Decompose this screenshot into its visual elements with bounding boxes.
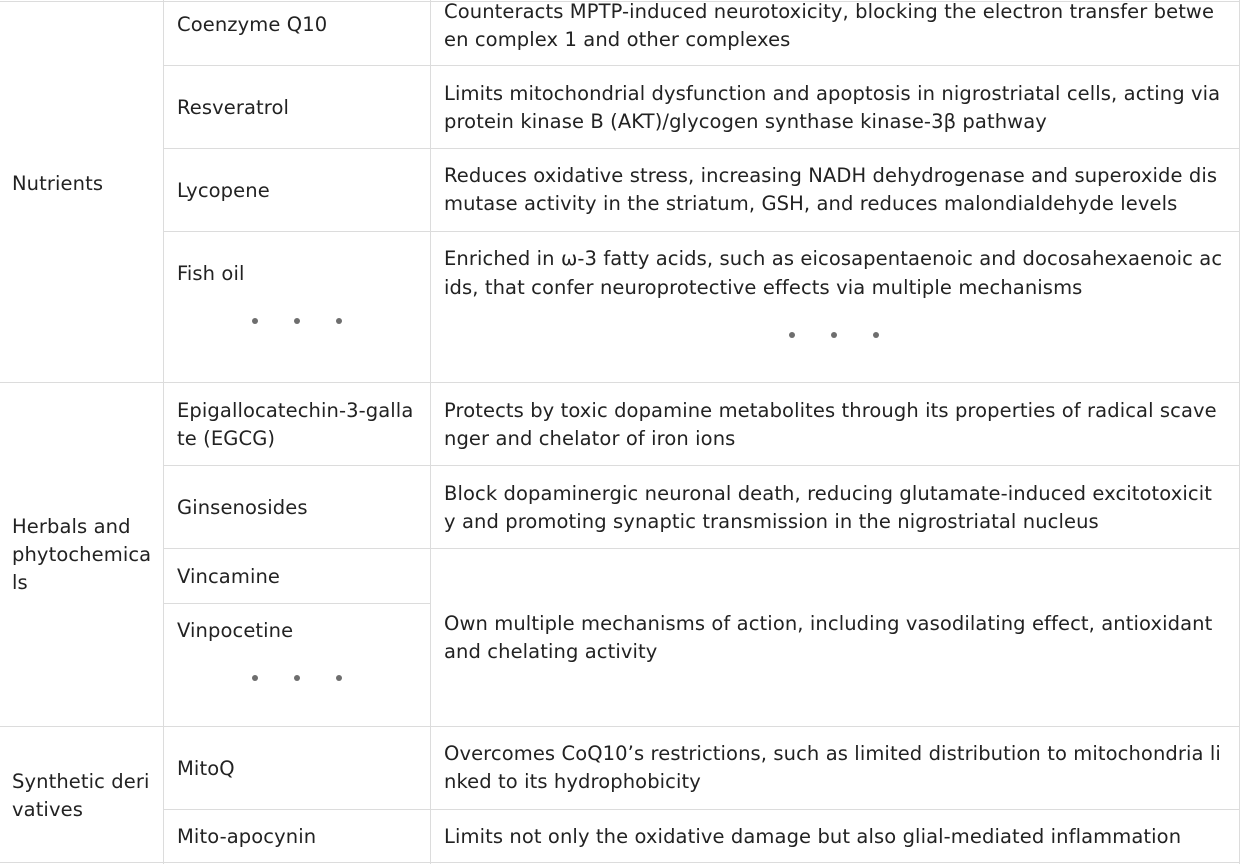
compound-description: Reduces oxidative stress, increasing NADH dehydrogenase and superoxide dis	[444, 164, 1218, 187]
table-bottom-border	[0, 862, 1240, 863]
compound-description: Limits not only the oxidative damage but also glial-mediated inflammation	[444, 825, 1182, 848]
column-divider	[163, 0, 164, 864]
table-right-border	[1239, 0, 1240, 864]
compound-description: nked to its hydrophobicity	[444, 770, 701, 793]
compound-description: Overcomes CoQ10’s restrictions, such as limited distribution to mitochondria li	[444, 742, 1221, 765]
category-cell: phytochemica	[12, 543, 152, 566]
row-divider	[164, 65, 1240, 66]
compound-name: MitoQ	[177, 757, 235, 780]
category-cell: ls	[12, 571, 28, 594]
compound-description: en complex 1 and other complexes	[444, 28, 791, 51]
ellipsis-dot	[336, 318, 342, 324]
row-divider	[164, 231, 1240, 232]
shared-description: and chelating activity	[444, 640, 658, 663]
category-cell: Synthetic deri	[12, 770, 150, 793]
compound-name: Vinpocetine	[177, 619, 294, 642]
compound-description: Counteracts MPTP-induced neurotoxicity, blocking the electron transfer betwe	[444, 0, 1215, 23]
compound-name: Resveratrol	[177, 96, 290, 119]
compound-name: Vincamine	[177, 565, 281, 588]
compound-description: nger and chelator of iron ions	[444, 427, 736, 450]
compound-name: Lycopene	[177, 179, 270, 202]
compound-description: Protects by toxic dopamine metabolites through its properties of radical scave	[444, 399, 1217, 422]
compound-description: Block dopaminergic neuronal death, reducing glutamate-induced excitotoxicit	[444, 482, 1212, 505]
ellipsis-dot	[252, 318, 258, 324]
row-divider	[164, 603, 430, 604]
ellipsis-dot	[336, 675, 342, 681]
compound-description: Limits mitochondrial dysfunction and apoptosis in nigrostriatal cells, acting via	[444, 82, 1221, 105]
compound-name: Mito-apocynin	[177, 825, 317, 848]
row-divider	[164, 148, 1240, 149]
compound-name: Epigallocatechin-3-galla	[177, 399, 414, 422]
ellipsis-dot	[294, 675, 300, 681]
compound-description: Enriched in ω-3 fatty acids, such as eicosapentaenoic and docosahexaenoic ac	[444, 247, 1223, 270]
category-cell: Nutrients	[12, 172, 104, 195]
ellipsis-dot	[831, 332, 837, 338]
ellipsis-dot	[252, 675, 258, 681]
compound-name: Ginsenosides	[177, 496, 308, 519]
ellipsis-dot	[294, 318, 300, 324]
compound-description: y and promoting synaptic transmission in the nigrostriatal nucleus	[444, 510, 1099, 533]
category-cell: Herbals and	[12, 515, 131, 538]
shared-description: Own multiple mechanisms of action, including vasodilating effect, antioxidant	[444, 612, 1213, 635]
compound-description: mutase activity in the striatum, GSH, and reduces malondialdehyde levels	[444, 192, 1178, 215]
row-divider	[164, 809, 1240, 810]
compound-name: te (EGCG)	[177, 427, 276, 450]
column-divider	[430, 0, 431, 864]
ellipsis-dot	[789, 332, 795, 338]
category-cell: vatives	[12, 798, 83, 821]
group-divider	[0, 726, 1240, 727]
group-divider	[0, 382, 1240, 383]
compound-name: Coenzyme Q10	[177, 13, 328, 36]
compound-name: Fish oil	[177, 262, 245, 285]
compound-description: protein kinase B (AKT)/glycogen synthase kinase-3β pathway	[444, 110, 1047, 133]
compound-description: ids, that confer neuroprotective effects via multiple mechanisms	[444, 276, 1083, 299]
row-divider	[164, 465, 1240, 466]
ellipsis-dot	[873, 332, 879, 338]
row-divider	[164, 548, 1240, 549]
